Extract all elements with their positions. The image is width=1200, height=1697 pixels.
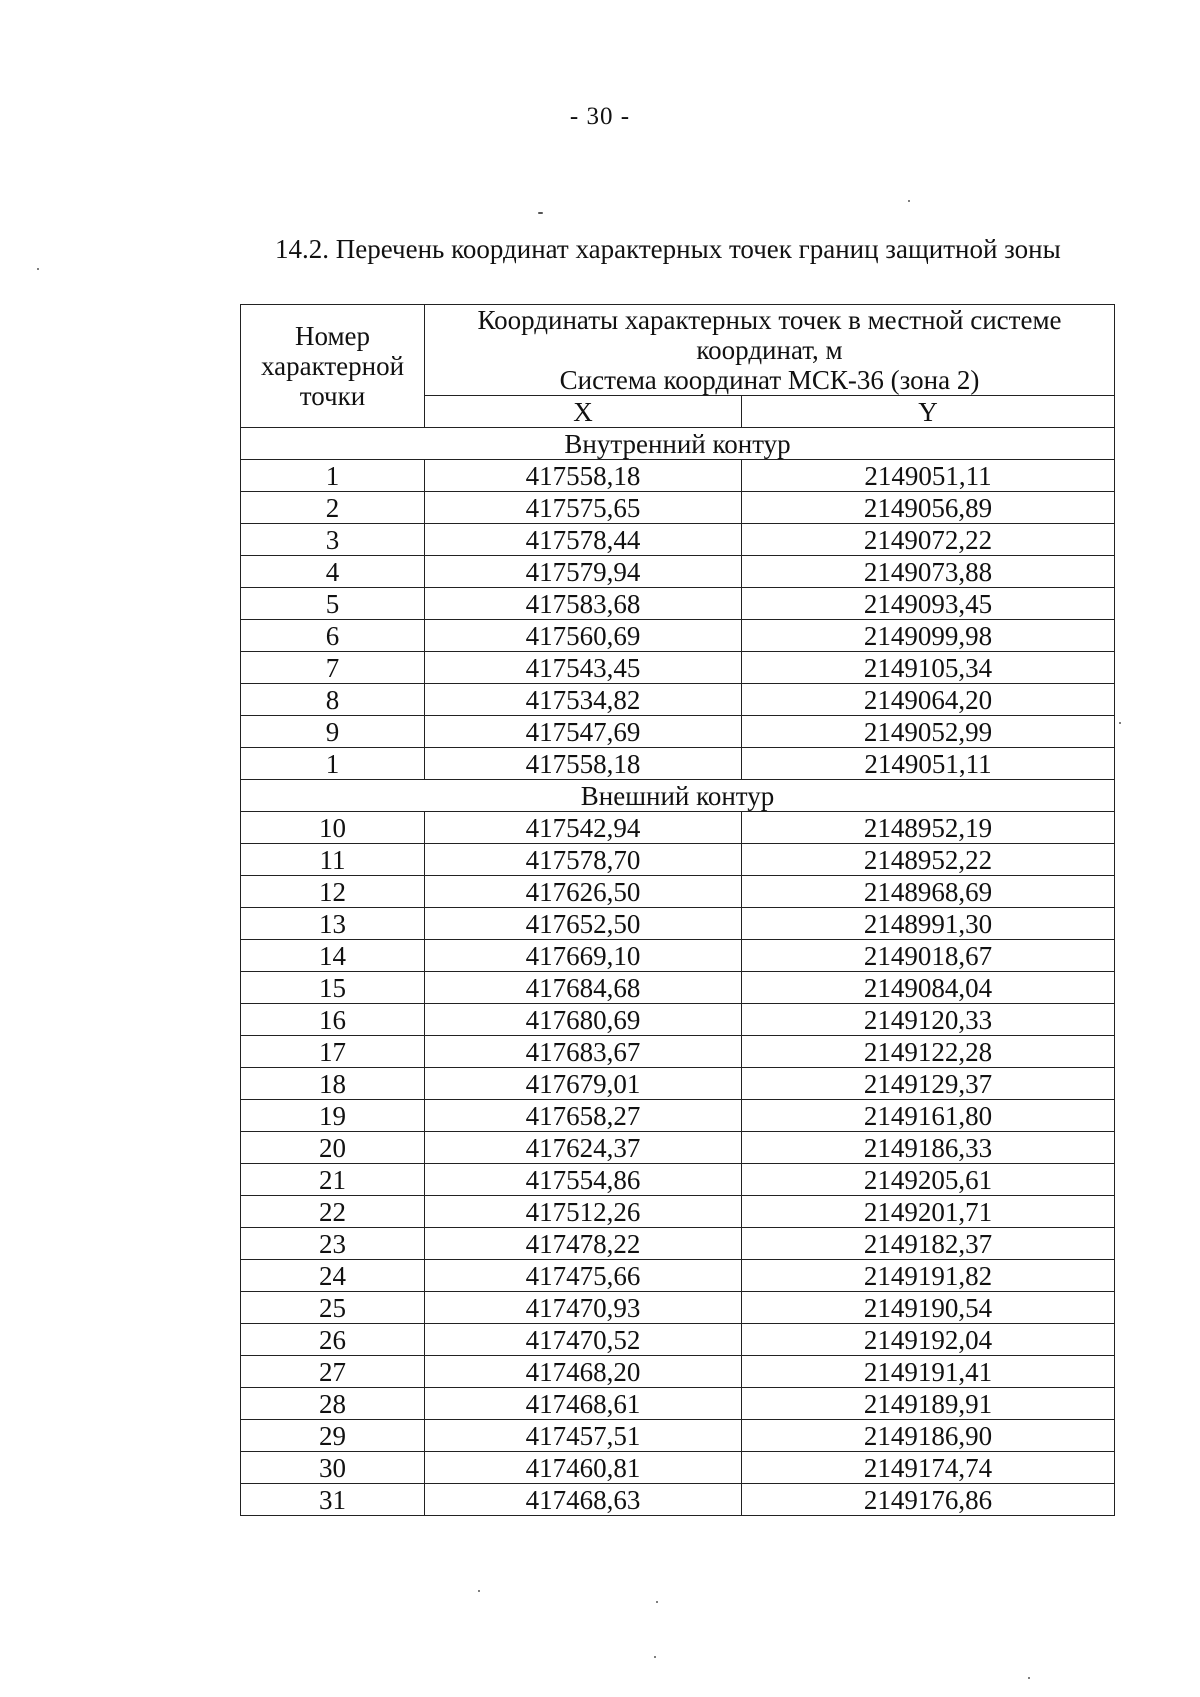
x-coordinate-cell: 417547,69 [425, 716, 742, 748]
table-row [241, 716, 1115, 748]
point-number-cell: 20 [241, 1132, 425, 1164]
y-coordinate-cell: 2149191,82 [742, 1260, 1115, 1292]
y-coordinate-cell: 2149072,22 [742, 524, 1115, 556]
point-number-cell: 22 [241, 1196, 425, 1228]
point-number-cell: 10 [241, 812, 425, 844]
point-number-cell: 30 [241, 1452, 425, 1484]
table-row [241, 460, 1115, 492]
table-row [241, 556, 1115, 588]
y-coordinate-cell: 2149051,11 [742, 748, 1115, 780]
point-number-cell: 1 [241, 748, 425, 780]
x-coordinate-cell: 417575,65 [425, 492, 742, 524]
x-coordinate-cell: 417512,26 [425, 1196, 742, 1228]
point-number-cell: 26 [241, 1324, 425, 1356]
header-coordinates-line: Координаты характерных точек в местной системе [477, 305, 1062, 335]
table-row [241, 1452, 1115, 1484]
header-coordinates-line: Система координат МСК-36 (зона 2) [559, 365, 980, 395]
point-number-cell: 17 [241, 1036, 425, 1068]
x-coordinate-cell: 417583,68 [425, 588, 742, 620]
x-coordinate-cell: 417560,69 [425, 620, 742, 652]
table-row [241, 620, 1115, 652]
point-number-cell: 4 [241, 556, 425, 588]
point-number-cell: 16 [241, 1004, 425, 1036]
point-number-cell: 23 [241, 1228, 425, 1260]
point-number-cell: 21 [241, 1164, 425, 1196]
x-coordinate-cell: 417478,22 [425, 1228, 742, 1260]
x-coordinate-cell: 417542,94 [425, 812, 742, 844]
y-coordinate-cell: 2149192,04 [742, 1324, 1115, 1356]
x-coordinate-cell: 417669,10 [425, 940, 742, 972]
header-point-number-line: точки [299, 381, 366, 411]
y-coordinate-cell: 2149052,99 [742, 716, 1115, 748]
table-row [241, 1292, 1115, 1324]
y-coordinate-cell: 2149182,37 [742, 1228, 1115, 1260]
y-coordinate-cell: 2149174,74 [742, 1452, 1115, 1484]
header-coordinates-line: координат, м [696, 335, 843, 365]
table-row [241, 748, 1115, 780]
x-coordinate-cell: 417470,52 [425, 1324, 742, 1356]
x-coordinate-cell: 417624,37 [425, 1132, 742, 1164]
point-number-cell: 2 [241, 492, 425, 524]
table-row [241, 1420, 1115, 1452]
y-coordinate-cell: 2149120,33 [742, 1004, 1115, 1036]
x-coordinate-cell: 417468,61 [425, 1388, 742, 1420]
y-coordinate-cell: 2149073,88 [742, 556, 1115, 588]
table-row [241, 1260, 1115, 1292]
x-coordinate-cell: 417468,63 [425, 1484, 742, 1516]
point-number-cell: 5 [241, 588, 425, 620]
y-coordinate-cell: 2149051,11 [742, 460, 1115, 492]
x-coordinate-cell: 417684,68 [425, 972, 742, 1004]
y-coordinate-cell: 2148952,22 [742, 844, 1115, 876]
table-row [241, 1228, 1115, 1260]
y-coordinate-cell: 2148968,69 [742, 876, 1115, 908]
table-row [241, 588, 1115, 620]
point-number-cell: 12 [241, 876, 425, 908]
y-coordinate-cell: 2149176,86 [742, 1484, 1115, 1516]
header-x: X [425, 396, 742, 428]
table-row [241, 492, 1115, 524]
y-coordinate-cell: 2149105,34 [742, 652, 1115, 684]
y-coordinate-cell: 2148952,19 [742, 812, 1115, 844]
table-row [241, 812, 1115, 844]
table-row [241, 524, 1115, 556]
x-coordinate-cell: 417468,20 [425, 1356, 742, 1388]
table-row [241, 652, 1115, 684]
point-number-cell: 24 [241, 1260, 425, 1292]
point-number-cell: 8 [241, 684, 425, 716]
y-coordinate-cell: 2149191,41 [742, 1356, 1115, 1388]
table-row [241, 908, 1115, 940]
x-coordinate-cell: 417658,27 [425, 1100, 742, 1132]
inner-contour-body [241, 428, 1115, 780]
y-coordinate-cell: 2149205,61 [742, 1164, 1115, 1196]
outer-contour-body [241, 780, 1115, 1516]
x-coordinate-cell: 417475,66 [425, 1260, 742, 1292]
table-row [241, 1100, 1115, 1132]
point-number-cell: 6 [241, 620, 425, 652]
point-number-cell: 1 [241, 460, 425, 492]
y-coordinate-cell: 2149186,90 [742, 1420, 1115, 1452]
point-number-cell: 7 [241, 652, 425, 684]
y-coordinate-cell: 2149129,37 [742, 1068, 1115, 1100]
table-row [241, 876, 1115, 908]
y-coordinate-cell: 2148991,30 [742, 908, 1115, 940]
section-heading: 14.2. Перечень координат характерных точек границ защитной зоны [275, 234, 1061, 264]
point-number-cell: 14 [241, 940, 425, 972]
point-number-cell: 11 [241, 844, 425, 876]
point-number-cell: 13 [241, 908, 425, 940]
x-coordinate-cell: 417683,67 [425, 1036, 742, 1068]
table-row [241, 1068, 1115, 1100]
x-coordinate-cell: 417578,70 [425, 844, 742, 876]
table-row [241, 1324, 1115, 1356]
y-coordinate-cell: 2149084,04 [742, 972, 1115, 1004]
x-coordinate-cell: 417470,93 [425, 1292, 742, 1324]
x-coordinate-cell: 417457,51 [425, 1420, 742, 1452]
x-coordinate-cell: 417579,94 [425, 556, 742, 588]
y-coordinate-cell: 2149056,89 [742, 492, 1115, 524]
table-row [241, 972, 1115, 1004]
point-number-cell: 28 [241, 1388, 425, 1420]
point-number-cell: 15 [241, 972, 425, 1004]
y-coordinate-cell: 2149018,67 [742, 940, 1115, 972]
point-number-cell: 3 [241, 524, 425, 556]
y-coordinate-cell: 2149189,91 [742, 1388, 1115, 1420]
inner-contour-title: Внутренний контур [241, 428, 1115, 460]
x-coordinate-cell: 417680,69 [425, 1004, 742, 1036]
point-number-cell: 18 [241, 1068, 425, 1100]
table-row [241, 1036, 1115, 1068]
x-coordinate-cell: 417554,86 [425, 1164, 742, 1196]
page-number: - 30 - [569, 103, 631, 130]
y-coordinate-cell: 2149161,80 [742, 1100, 1115, 1132]
header-coordinates [425, 305, 1115, 396]
x-coordinate-cell: 417543,45 [425, 652, 742, 684]
outer-contour-title: Внешний контур [241, 780, 1115, 812]
header-y: Y [742, 396, 1115, 428]
point-number-cell: 9 [241, 716, 425, 748]
header-point-number [241, 305, 425, 428]
table-row [241, 1132, 1115, 1164]
table-row [241, 684, 1115, 716]
header-point-number-line: Номер [294, 321, 371, 351]
point-number-cell: 27 [241, 1356, 425, 1388]
x-coordinate-cell: 417578,44 [425, 524, 742, 556]
table-row [241, 1196, 1115, 1228]
y-coordinate-cell: 2149122,28 [742, 1036, 1115, 1068]
table-row [241, 1164, 1115, 1196]
point-number-cell: 25 [241, 1292, 425, 1324]
y-coordinate-cell: 2149093,45 [742, 588, 1115, 620]
table-row [241, 844, 1115, 876]
y-coordinate-cell: 2149186,33 [742, 1132, 1115, 1164]
table-row [241, 1004, 1115, 1036]
y-coordinate-cell: 2149099,98 [742, 620, 1115, 652]
point-number-cell: 31 [241, 1484, 425, 1516]
x-coordinate-cell: 417460,81 [425, 1452, 742, 1484]
header-point-number-line: характерной [260, 351, 405, 381]
y-coordinate-cell: 2149064,20 [742, 684, 1115, 716]
y-coordinate-cell: 2149201,71 [742, 1196, 1115, 1228]
table-row [241, 1484, 1115, 1516]
x-coordinate-cell: 417626,50 [425, 876, 742, 908]
x-coordinate-cell: 417652,50 [425, 908, 742, 940]
coordinates-table [240, 304, 1115, 1516]
x-coordinate-cell: 417558,18 [425, 460, 742, 492]
table-row [241, 1356, 1115, 1388]
table-row [241, 940, 1115, 972]
point-number-cell: 19 [241, 1100, 425, 1132]
x-coordinate-cell: 417534,82 [425, 684, 742, 716]
table-row [241, 1388, 1115, 1420]
y-coordinate-cell: 2149190,54 [742, 1292, 1115, 1324]
x-coordinate-cell: 417558,18 [425, 748, 742, 780]
x-coordinate-cell: 417679,01 [425, 1068, 742, 1100]
point-number-cell: 29 [241, 1420, 425, 1452]
